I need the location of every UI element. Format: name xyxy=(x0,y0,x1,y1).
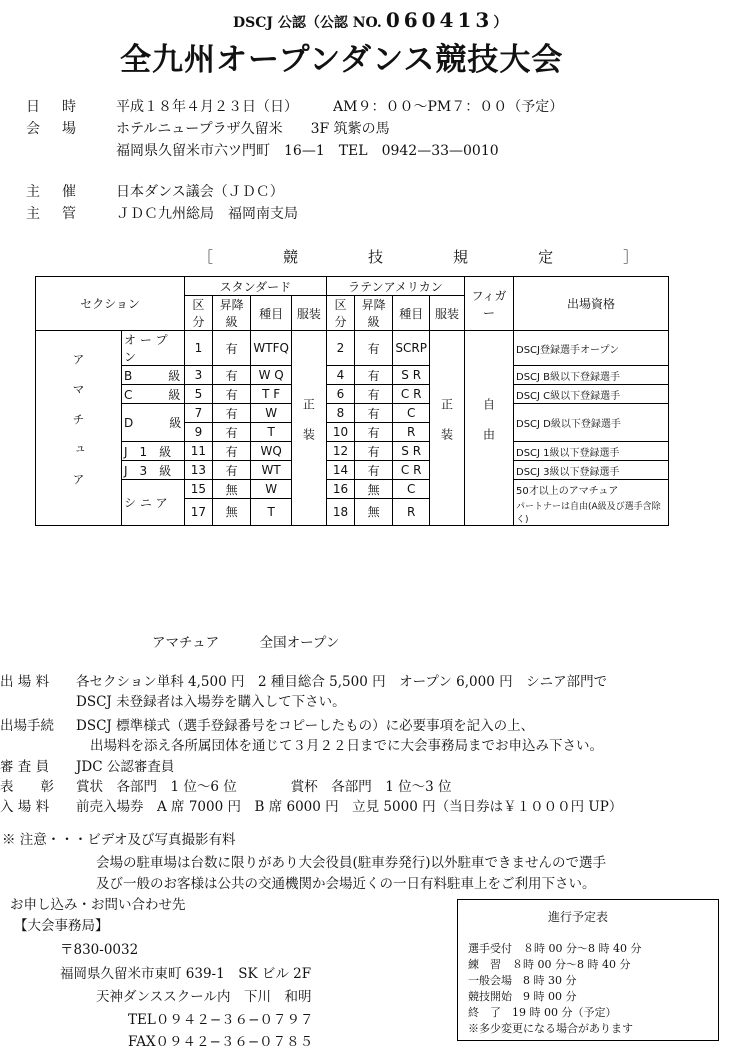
std-up: 有 xyxy=(212,366,250,385)
detail-procedure-note: 出場料を添え各所属団体を通じて３月２２日までに大会事務局までお申込み下さい。 xyxy=(90,738,603,754)
section-cell: D 級 xyxy=(122,404,185,442)
info-label: 主管 xyxy=(26,206,98,222)
info-value: 平成１８年４月２３日（日） AM９：００〜PM７：００（予定） xyxy=(116,99,564,115)
std-dances: WQ xyxy=(251,442,292,461)
info-label: 日時 xyxy=(26,99,98,115)
header-eligibility: 出場資格 xyxy=(514,277,669,331)
amateur-label: アマチュア xyxy=(36,331,122,526)
schedule-row: 一般会場 8 時 30 分 xyxy=(468,974,577,987)
info-label: 主催 xyxy=(26,184,98,200)
lat-dances: C R xyxy=(393,461,430,480)
note-line: 及び一般のお客様は公共の交通機関か会場近くの一日有料駐車上をご利用下さい。 xyxy=(96,876,596,892)
lat-dances: R xyxy=(393,499,430,526)
detail-value: 賞状 各部門 1 位〜6 位 賞杯 各部門 1 位〜3 位 xyxy=(76,779,452,795)
header-figure: フィガー xyxy=(465,277,514,331)
lat-dances: C xyxy=(393,404,430,423)
std-dances: T F xyxy=(251,385,292,404)
contact-address: 福岡県久留米市東町 639-1 SK ビル 2F xyxy=(60,966,312,982)
info-value: 日本ダンス議会（ＪＤＣ） xyxy=(116,184,284,200)
info-value: ホテルニュープラザ久留米 3F 筑紫の馬 xyxy=(116,121,390,137)
detail-value: 前売入場券 A 席 7000 円 B 席 6000 円 立見 5000 円（当日券は￥１０００円 UP） xyxy=(76,799,623,815)
lat-up: 有 xyxy=(354,461,392,480)
std-dances: W xyxy=(251,404,292,423)
lat-dances: S R xyxy=(393,442,430,461)
table-row xyxy=(36,385,669,404)
page-title: 全九州オープンダンス競技大会 xyxy=(120,42,564,78)
lat-up: 無 xyxy=(354,480,392,499)
std-up: 無 xyxy=(212,499,250,526)
note-line: 会場の駐車場は台数に限りがあり大会役員(駐車券発行)以外駐車できませんので選手 xyxy=(96,855,607,871)
detail-value: DSCJ 標準様式（選手登録番号をコピーしたもの）に必要事項を記入の上、 xyxy=(76,718,535,734)
lat-up: 有 xyxy=(354,442,392,461)
info-value: ＪＤＣ九州総局 福岡南支局 xyxy=(116,206,298,222)
eligibility-cell: DSCJ登録選手オープン xyxy=(514,331,669,366)
lat-up: 有 xyxy=(354,423,392,442)
std-dances: WT xyxy=(251,461,292,480)
std-no: 7 xyxy=(184,404,212,423)
rules-title xyxy=(198,246,708,267)
eligibility-cell: DSCJ D級以下登録選手 xyxy=(514,404,669,442)
category-line: アマチュア 全国オープン xyxy=(152,635,340,651)
rules-title-char: ［ xyxy=(198,248,214,266)
detail-awards xyxy=(0,775,452,795)
std-dances: W xyxy=(251,480,292,499)
note-heading: ※ 注意・・・ビデオ及び写真撮影有料 xyxy=(2,832,236,848)
header-dress: 服装 xyxy=(291,296,326,331)
info-host xyxy=(26,203,298,223)
header-dances: 種目 xyxy=(393,296,430,331)
section-cell: オ ー プ ン xyxy=(122,331,185,366)
rules-table xyxy=(35,276,669,526)
info-organizer xyxy=(26,181,284,201)
header-dress: 服装 xyxy=(430,296,465,331)
std-dances: T xyxy=(251,499,292,526)
eligibility-cell: DSCJ 3級以下登録選手 xyxy=(514,461,669,480)
lat-up: 有 xyxy=(354,404,392,423)
lat-dances: C xyxy=(393,480,430,499)
sanction-suffix: ） xyxy=(493,15,508,31)
table-row xyxy=(36,480,669,499)
header-up: 昇降級 xyxy=(212,296,250,331)
contact-postal: 〒830-0032 xyxy=(60,942,139,958)
header-section: セクション xyxy=(36,277,185,331)
std-up: 有 xyxy=(212,461,250,480)
eligibility-cell: DSCJ C級以下登録選手 xyxy=(514,385,669,404)
std-no: 11 xyxy=(184,442,212,461)
std-dress: 正装 xyxy=(291,331,326,526)
lat-dances: SCRP xyxy=(393,331,430,366)
std-up: 有 xyxy=(212,442,250,461)
lat-dances: S R xyxy=(393,366,430,385)
table-row xyxy=(36,442,669,461)
table-row xyxy=(36,461,669,480)
section-cell: シ ニ ア xyxy=(122,480,185,526)
lat-no: 14 xyxy=(326,461,354,480)
schedule-row: ※多少変更になる場合があります xyxy=(468,1022,633,1035)
detail-procedure xyxy=(0,714,534,734)
detail-label: 表 彰 xyxy=(0,779,54,795)
contact-heading: お申し込み・お問い合わせ先 xyxy=(10,897,186,913)
rules-title-char: 定 xyxy=(538,248,554,266)
contact-fax: FAX０９４２−３６−０７８５ xyxy=(128,1034,314,1050)
figure-cell: 自由 xyxy=(465,331,514,526)
lat-no: 4 xyxy=(326,366,354,385)
lat-dances: C R xyxy=(393,385,430,404)
detail-label: 審 査 員 xyxy=(0,759,50,775)
rules-title-char: 技 xyxy=(368,248,384,266)
std-up: 有 xyxy=(212,423,250,442)
std-no: 3 xyxy=(184,366,212,385)
lat-no: 6 xyxy=(326,385,354,404)
sanction-header xyxy=(233,8,507,32)
std-dances: WTFQ xyxy=(251,331,292,366)
schedule-title: 進行予定表 xyxy=(548,910,609,924)
schedule-row: 練 習 ８時 00 分〜8 時 40 分 xyxy=(468,958,631,971)
header-latin: ラテンアメリカン xyxy=(326,277,464,296)
std-no: 15 xyxy=(184,480,212,499)
eligibility-cell: パートナーは自由(A級及び選手含除く) xyxy=(514,499,669,526)
section-cell: J 1 級 xyxy=(122,442,185,461)
std-no: 1 xyxy=(184,331,212,366)
info-date xyxy=(26,96,563,116)
info-venue xyxy=(26,118,390,138)
lat-no: 2 xyxy=(326,331,354,366)
rules-title-char: 規 xyxy=(453,248,469,266)
std-no: 9 xyxy=(184,423,212,442)
lat-up: 有 xyxy=(354,331,392,366)
schedule-row: 選手受付 ８時 00 分〜8 時 40 分 xyxy=(468,942,642,955)
section-cell: J 3 級 xyxy=(122,461,185,480)
detail-fee-note: DSCJ 未登録者は入場券を購入して下さい。 xyxy=(76,694,346,710)
lat-no: 8 xyxy=(326,404,354,423)
section-cell: C 級 xyxy=(122,385,185,404)
header-up: 昇降級 xyxy=(354,296,392,331)
std-no: 17 xyxy=(184,499,212,526)
rules-title-char: ］ xyxy=(623,248,639,266)
detail-fee xyxy=(0,670,607,690)
eligibility-cell: DSCJ B級以下登録選手 xyxy=(514,366,669,385)
table-row xyxy=(36,404,669,423)
lat-up: 無 xyxy=(354,499,392,526)
sanction-prefix: DSCJ 公認（公認 NO. xyxy=(233,15,382,31)
std-up: 有 xyxy=(212,331,250,366)
eligibility-cell: 50才以上のアマチュア xyxy=(514,480,669,499)
detail-label: 出場手続 xyxy=(0,718,54,734)
std-up: 有 xyxy=(212,385,250,404)
detail-judges xyxy=(0,755,174,775)
std-no: 5 xyxy=(184,385,212,404)
schedule-row: 終 了 19 時 00 分（予定） xyxy=(468,1006,617,1019)
std-dances: W Q xyxy=(251,366,292,385)
schedule-box xyxy=(457,899,719,1041)
contact-school: 天神ダンススクール内 下川 和明 xyxy=(96,989,312,1005)
detail-value: JDC 公認審査員 xyxy=(76,759,175,775)
contact-tel: TEL０９４２−３６−０７９７ xyxy=(128,1012,314,1028)
info-label: 会場 xyxy=(26,121,98,137)
std-up: 無 xyxy=(212,480,250,499)
lat-up: 有 xyxy=(354,366,392,385)
lat-no: 18 xyxy=(326,499,354,526)
std-dances: T xyxy=(251,423,292,442)
info-address: 福岡県久留米市六ツ門町 16—1 TEL 0942—33—0010 xyxy=(116,143,499,159)
eligibility-cell: DSCJ 1級以下登録選手 xyxy=(514,442,669,461)
sanction-number: 060413 xyxy=(385,8,494,32)
schedule-row: 競技開始 9 時 00 分 xyxy=(468,990,577,1003)
section-cell: B 級 xyxy=(122,366,185,385)
contact-office: 【大会事務局】 xyxy=(14,918,109,934)
std-no: 13 xyxy=(184,461,212,480)
detail-admission xyxy=(0,795,622,815)
header-division: 区分 xyxy=(184,296,212,331)
rules-title-char: 競 xyxy=(283,248,299,266)
lat-dress: 正装 xyxy=(430,331,465,526)
detail-label: 入 場 料 xyxy=(0,799,50,815)
lat-dances: R xyxy=(393,423,430,442)
lat-up: 有 xyxy=(354,385,392,404)
header-division: 区分 xyxy=(326,296,354,331)
detail-value: 各セクション単科 4,500 円 2 種目総合 5,500 円 オープン 6,000 円 シニア部門で xyxy=(76,674,608,690)
lat-no: 16 xyxy=(326,480,354,499)
lat-no: 12 xyxy=(326,442,354,461)
detail-label: 出 場 料 xyxy=(0,674,50,690)
table-row xyxy=(36,331,669,366)
header-standard: スタンダード xyxy=(184,277,326,296)
lat-no: 10 xyxy=(326,423,354,442)
header-dances: 種目 xyxy=(251,296,292,331)
table-row xyxy=(36,366,669,385)
std-up: 有 xyxy=(212,404,250,423)
